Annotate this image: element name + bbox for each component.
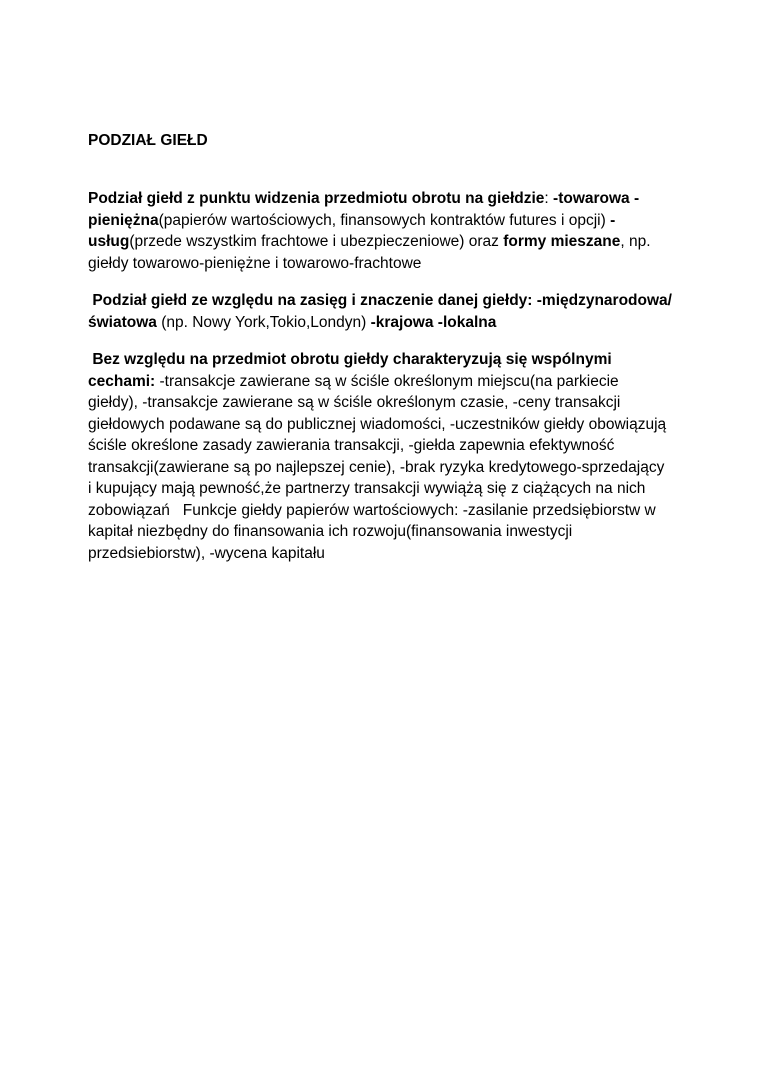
text-run-bold: Podział giełd ze względu na zasięg i znaczenie danej giełdy: -międzynarodowa/światowa bbox=[88, 292, 672, 331]
text-run: (papierów wartościowych, finansowych kontraktów futures i opcji) bbox=[158, 211, 611, 229]
text-run: (np. Nowy York,Tokio,Londyn) bbox=[156, 313, 371, 331]
document-title: PODZIAŁ GIEŁD bbox=[88, 132, 208, 149]
paragraph-division-by-subject bbox=[88, 188, 672, 274]
text-run-bold: Podział giełd z punktu widzenia przedmiotu obrotu na giełdzie bbox=[88, 190, 545, 207]
text-run-bold: -towarowa -pieniężna bbox=[88, 190, 640, 229]
text-run-bold: formy mieszane bbox=[503, 233, 621, 250]
text-run: (przede wszystkim frachtowe i ubezpieczeniowe) oraz bbox=[129, 233, 504, 250]
paragraph-division-by-scope bbox=[88, 290, 672, 333]
text-run: , np. giełdy towarowo-pieniężne i towarowo-frachtowe bbox=[88, 233, 655, 272]
text-run: : bbox=[544, 190, 554, 207]
document-body bbox=[88, 130, 672, 564]
paragraph-common-features bbox=[88, 349, 672, 564]
text-run: -transakcje zawierane są w ściśle określonym miejscu(na parkiecie giełdy), -transakcje zawierane są w ściśle określonym czasie, -ceny transakcji giełdowych podawane są do publicznej wiadomości, -uczestników giełdy obowiązują ściśle określone zasady zawierania transakcji, -giełda zapewnia efektywność transakcji(zawierane są po najlepszej cenie), -brak ryzyka kredytowego-sprzedający i kupujący mają pewność,że partnerzy transakcji wywiążą się z ciążących na nich zobowiązań Funkcje giełdy papierów wartościowych: -zasilanie przedsiębiorstw w kapitał niezbędny do finansowania ich rozwoju(finansowania inwestycji przedsiebiorstw), -wycena kapitału bbox=[88, 372, 671, 562]
text-run-bold: -krajowa -lokalna bbox=[370, 313, 497, 331]
text-run-bold: -usług bbox=[88, 211, 616, 250]
text-run-bold: Bez względu na przedmiot obrotu giełdy charakteryzują się wspólnymi cechami: bbox=[88, 351, 616, 390]
